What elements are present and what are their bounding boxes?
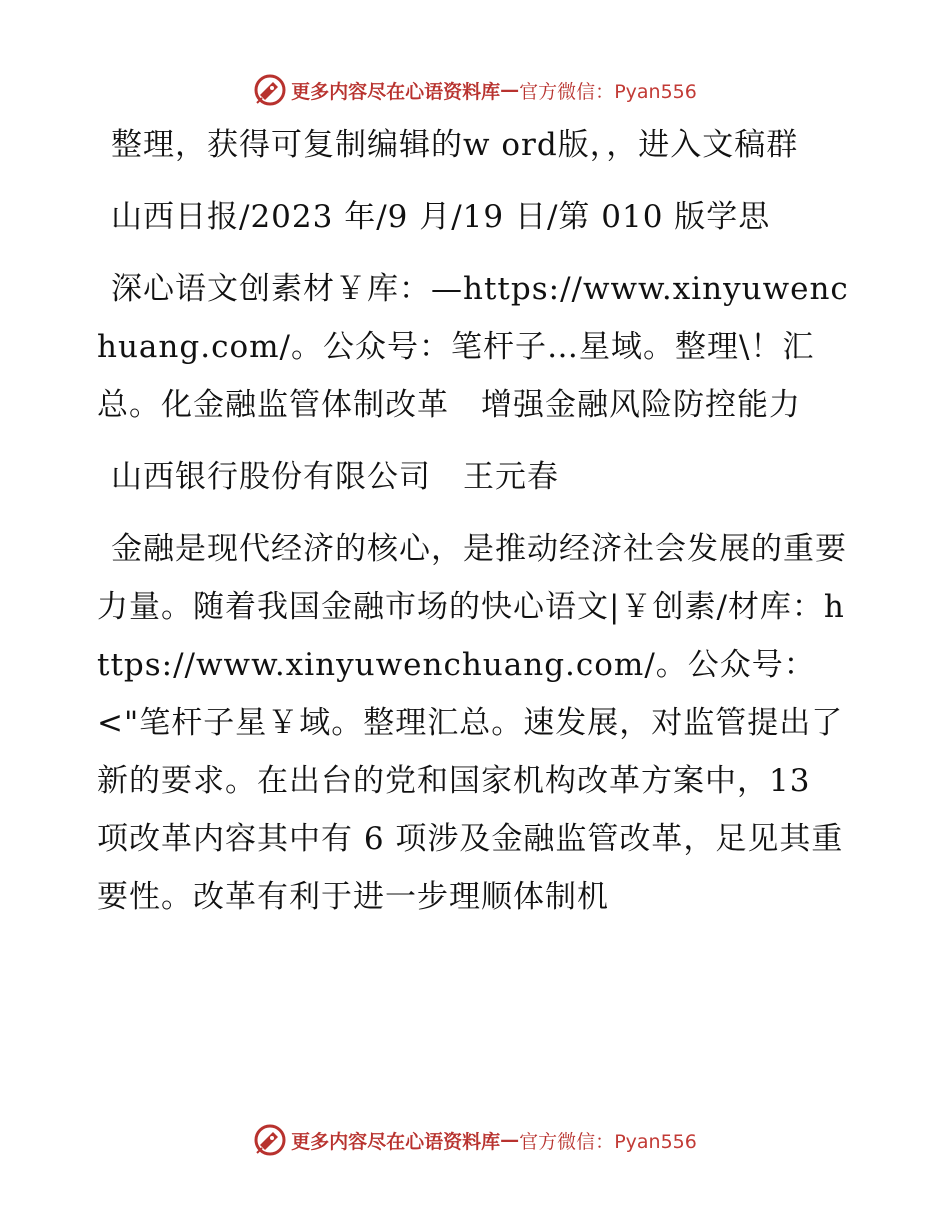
paragraph-source: 山西日报/2023 年/9 月/19 日/第 010 版学思 [111, 199, 771, 235]
pen-nib-circle-logo-icon [253, 1123, 287, 1157]
wechat-label: 官方微信： [519, 80, 615, 103]
banner-dash: — [500, 1129, 520, 1151]
wechat-label: 官方微信： [519, 1130, 615, 1153]
wechat-contact [519, 77, 697, 104]
wechat-id: Pyan556 [614, 80, 697, 103]
pen-nib-circle-logo-icon [253, 73, 287, 107]
banner-dash: — [500, 79, 520, 101]
header-banner [0, 70, 950, 110]
paragraph-note: 整理，获得可复制编辑的w ord版，，进入文稿群 [111, 127, 799, 163]
paragraph-title: 深心语文创素材￥库：—https://www.xinyuwenchuang.com/。公众号：笔杆子…星域。整理\！汇总。化金融监管体制改革 增强金融风险防控能力 [97, 271, 849, 423]
wechat-id: Pyan556 [614, 1130, 697, 1153]
wechat-contact [519, 1127, 697, 1154]
banner-text: 更多内容尽在心语资料库 [291, 1130, 501, 1153]
banner-text: 更多内容尽在心语资料库 [291, 80, 501, 103]
footer-banner [0, 1120, 950, 1160]
document-body [97, 116, 853, 940]
paragraph-main: 金融是现代经济的核心，是推动经济社会发展的重要力量。随着我国金融市场的快心语文|￥创素/材库：https://www.xinyuwenchuang.com/。公众号：<"笔杆子星￥域。整理汇总。速发展，对监管提出了新的要求。在出台的党和国家机构改革方案中，13 项改革内容其中有 6 项涉及金融监管改革，足见其重要性。改革有利于进一步理顺体制机 [97, 531, 847, 915]
paragraph-author: 山西银行股份有限公司 王元春 [111, 459, 559, 495]
